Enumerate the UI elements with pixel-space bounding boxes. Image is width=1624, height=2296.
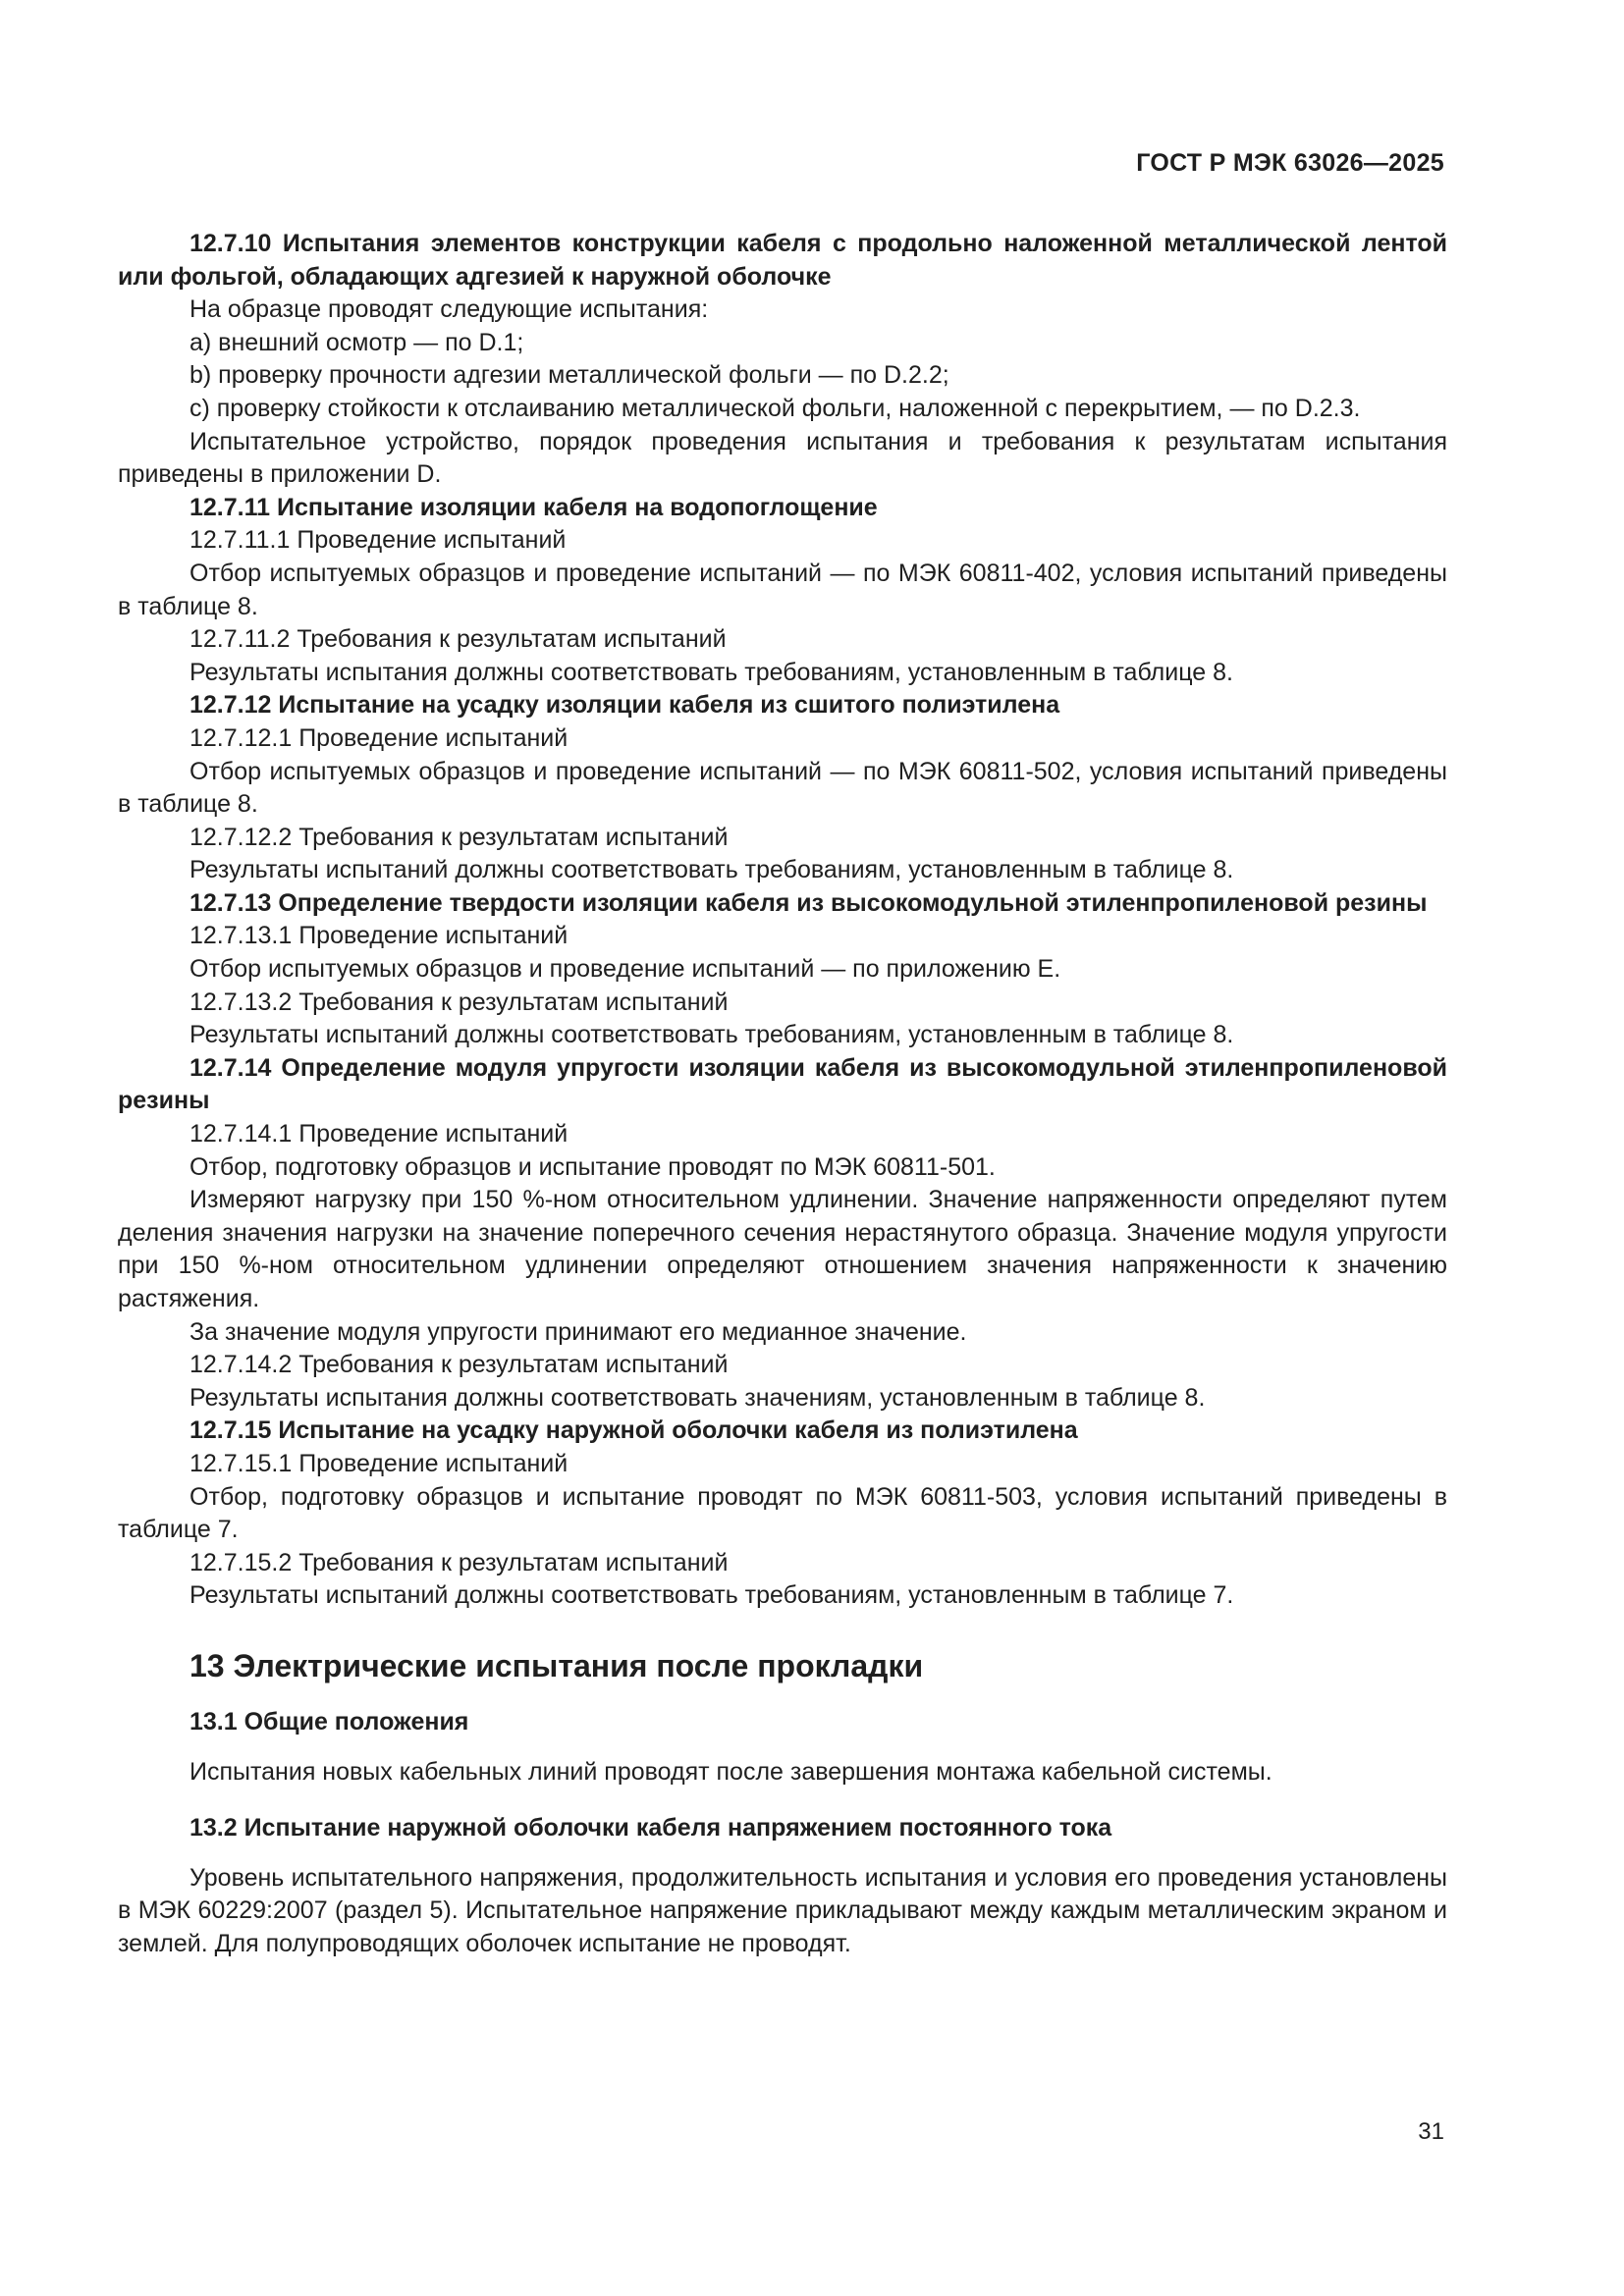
paragraph: Отбор испытуемых образцов и проведение испытаний — по МЭК 60811-502, условия испытаний приведены в таблице 8. bbox=[118, 757, 1447, 819]
paragraph: Результаты испытания должны соответствовать значениям, установленным в таблице 8. bbox=[189, 1383, 1206, 1412]
paragraph: Отбор испытуемых образцов и проведение испытаний — по приложению E. bbox=[189, 955, 1061, 984]
paragraph: Результаты испытаний должны соответствовать требованиям, установленным в таблице 8. bbox=[189, 1021, 1234, 1049]
page-content bbox=[118, 228, 1447, 1960]
list-item: b) проверку прочности адгезии металлической фольги — по D.2.2; bbox=[189, 361, 949, 390]
subclause-title: 12.7.15.1 Проведение испытаний bbox=[189, 1449, 568, 1477]
paragraph: Отбор, подготовку образцов и испытание проводят по МЭК 60811-501. bbox=[189, 1152, 996, 1181]
clause-heading: 12.7.14 Определение модуля упругости изоляции кабеля из высокомодульной этиленпропиленовой резины bbox=[118, 1053, 1447, 1115]
page-number: 31 bbox=[1418, 2118, 1444, 2145]
paragraph: Испытания новых кабельных линий проводят после завершения монтажа кабельной системы. bbox=[189, 1757, 1272, 1786]
subclause-title: 12.7.14.1 Проведение испытаний bbox=[189, 1120, 568, 1148]
paragraph: Результаты испытаний должны соответствовать требованиям, установленным в таблице 7. bbox=[189, 1581, 1234, 1610]
subsection-title: 13.2 Испытание наружной оболочки кабеля напряжением постоянного тока bbox=[189, 1813, 1112, 1842]
paragraph: На образце проводят следующие испытания: bbox=[189, 295, 709, 324]
paragraph: За значение модуля упругости принимают его медианное значение. bbox=[189, 1317, 967, 1346]
subclause-title: 12.7.15.2 Требования к результатам испытаний bbox=[189, 1548, 729, 1576]
document-standard-header: ГОСТ Р МЭК 63026—2025 bbox=[1136, 149, 1444, 177]
subclause-title: 12.7.13.2 Требования к результатам испытаний bbox=[189, 988, 729, 1016]
subclause-title: 12.7.11.2 Требования к результатам испытаний bbox=[189, 625, 727, 654]
paragraph: Уровень испытательного напряжения, продолжительность испытания и условия его проведения установлены в МЭК 60229:2007 (раздел 5). Испытательное напряжение прикладывают между каждым металлическим экраном и землей. Для полупроводящих оболочек испытание не проводят. bbox=[118, 1863, 1447, 1957]
list-item: c) проверку стойкости к отслаиванию металлической фольги, наложенной с перекрытием, — по D.2.3. bbox=[189, 394, 1361, 422]
subclause-title: 12.7.13.1 Проведение испытаний bbox=[189, 922, 568, 950]
paragraph: Испытательное устройство, порядок проведения испытания и требования к результатам испытания приведены в приложении D. bbox=[118, 427, 1447, 489]
list-item: a) внешний осмотр — по D.1; bbox=[189, 328, 524, 356]
clause-heading: 12.7.10 Испытания элементов конструкции кабеля с продольно наложенной металлической лентой или фольгой, обладающих адгезией к наружной оболочке bbox=[118, 230, 1447, 291]
paragraph: Отбор испытуемых образцов и проведение испытаний — по МЭК 60811-402, условия испытаний приведены в таблице 8. bbox=[118, 559, 1447, 620]
subclause-title: 12.7.11.1 Проведение испытаний bbox=[189, 526, 567, 555]
paragraph: Результаты испытаний должны соответствовать требованиям, установленным в таблице 8. bbox=[189, 856, 1234, 884]
clause-heading: 12.7.11 Испытание изоляции кабеля на водопоглощение bbox=[189, 493, 878, 521]
paragraph: Измеряют нагрузку при 150 %-ном относительном удлинении. Значение напряженности определяют путем деления значения нагрузки на значение поперечного сечения нерастянутого образца. Значение модуля упругости при 150 %-ном относительном удлинении определяют отношением значения напряженности к значению растяжения. bbox=[118, 1186, 1447, 1312]
subclause-title: 12.7.12.2 Требования к результатам испытаний bbox=[189, 823, 729, 851]
clause-heading: 12.7.12 Испытание на усадку изоляции кабеля из сшитого полиэтилена bbox=[189, 691, 1060, 720]
subclause-title: 12.7.12.1 Проведение испытаний bbox=[189, 723, 568, 752]
paragraph: Отбор, подготовку образцов и испытание проводят по МЭК 60811-503, условия испытаний приведены в таблице 7. bbox=[118, 1482, 1447, 1544]
clause-heading: 12.7.13 Определение твердости изоляции кабеля из высокомодульной этиленпропиленовой резины bbox=[189, 888, 1428, 917]
paragraph: Результаты испытания должны соответствовать требованиям, установленным в таблице 8. bbox=[189, 658, 1233, 686]
subclause-title: 12.7.14.2 Требования к результатам испытаний bbox=[189, 1351, 729, 1379]
clause-heading: 12.7.15 Испытание на усадку наружной оболочки кабеля из полиэтилена bbox=[189, 1416, 1078, 1445]
subsection-title: 13.1 Общие положения bbox=[189, 1707, 469, 1735]
section-title: 13 Электрические испытания после прокладки bbox=[189, 1647, 924, 1683]
